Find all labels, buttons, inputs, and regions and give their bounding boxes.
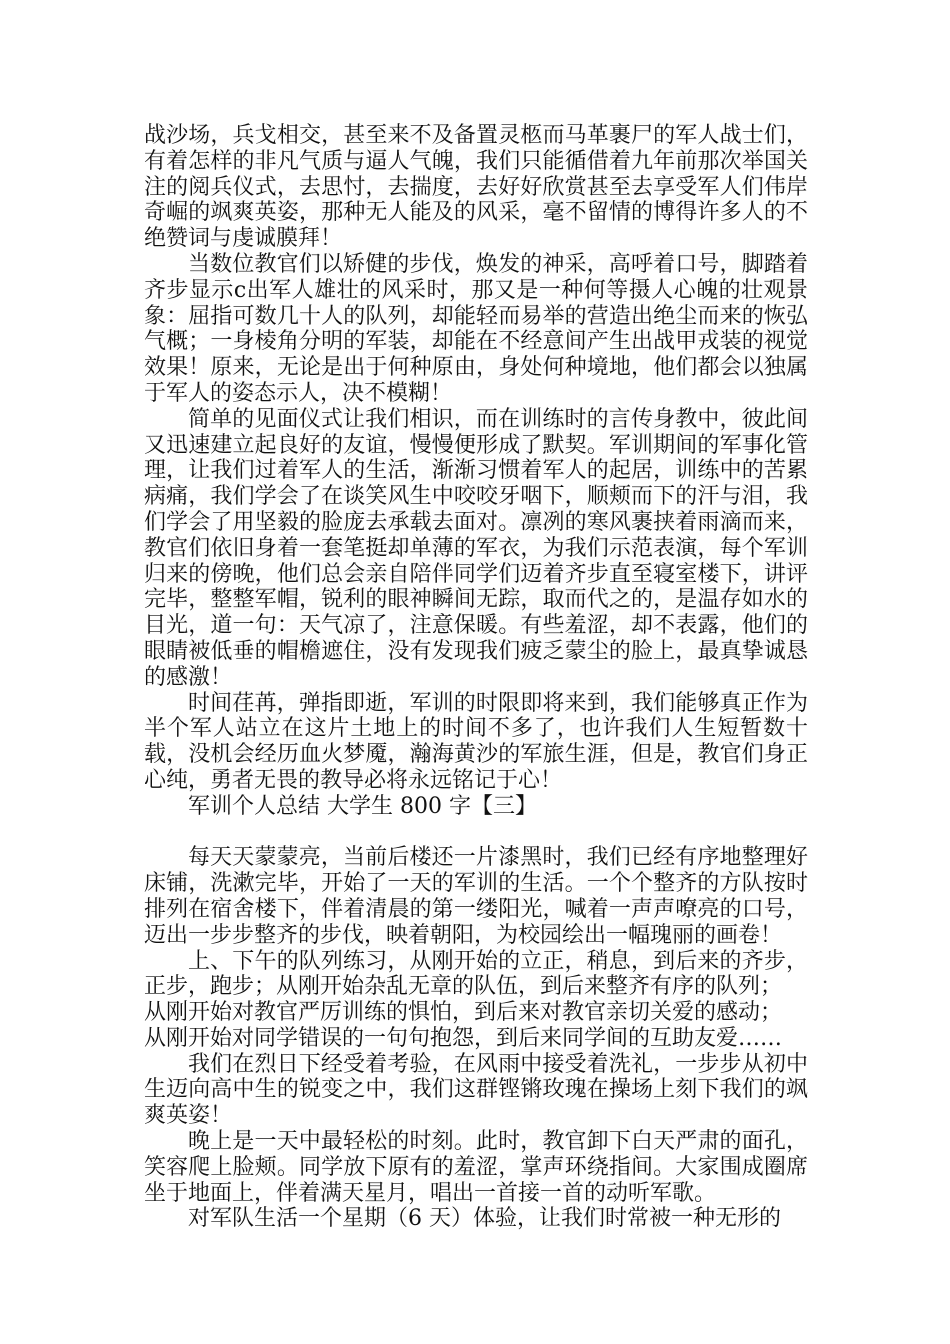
paragraph-10: 晚上是一天中最轻松的时刻。此时，教官卸下白天严肃的面孔，笑容爬上脸颊。同学放下原有的羞涩，掌声环绕指间。大家围成圈席坐于地面上，伴着满天星月，唱出一首接一首的动听军歌。 — [144, 1129, 808, 1206]
document-body — [144, 123, 808, 1232]
paragraph-4: 时间荏苒，弹指即逝，军训的时限即将来到，我们能够真正作为半个军人站立在这片土地上的时间不多了，也许我们人生短暂数十载，没机会经历血火梦魇，瀚海黄沙的军旅生涯，但是，教官们身正心纯，勇者无畏的教导必将永远铭记于心！ — [144, 690, 808, 793]
paragraph-1: 战沙场，兵戈相交，甚至来不及备置灵柩而马革裹尸的军人战士们，有着怎样的非凡气质与逼人气魄，我们只能循借着九年前那次举国关注的阅兵仪式，去思忖，去揣度，去好好欣赏甚至去享受军人们伟岸奇崛的飒爽英姿，那种无人能及的风采，毫不留情的博得许多人的不绝赞词与虔诚膜拜！ — [144, 123, 808, 252]
section-heading: 军训个人总结 大学生 800 字【三】 — [188, 793, 537, 819]
paragraph-2: 当数位教官们以矫健的步伐，焕发的神采，高呼着口号，脚踏着齐步显示c出军人雄壮的风采时，那又是一种何等摄人心魄的壮观景象：屈指可数几十人的队列，却能轻而易举的营造出绝尘而来的恢弘气概；一身棱角分明的军装，却能在不经意间产生出战甲戎装的视觉效果！原来，无论是出于何种原由，身处何种境地，他们都会以独属于军人的姿态示人，决不模糊！ — [144, 251, 808, 406]
paragraph-6: 上、下午的队列练习，从刚开始的立正，稍息，到后来的齐步，正步，跑步；从刚开始杂乱无章的队伍，到后来整齐有序的队列； — [144, 948, 808, 1000]
paragraph-8: 从刚开始对同学错误的一句句抱怨，到后来同学间的互助友爱…… — [144, 1025, 783, 1051]
paragraph-9: 我们在烈日下经受着考验，在风雨中接受着洗礼，一步步从初中生迈向高中生的锐变之中，我们这群铿锵玫瑰在操场上刻下我们的飒爽英姿！ — [144, 1051, 808, 1129]
paragraph-5: 每天天蒙蒙亮，当前后楼还一片漆黑时，我们已经有序地整理好床铺，洗漱完毕，开始了一天的军训的生活。一个个整齐的方队按时排列在宿舍楼下，伴着清晨的第一缕阳光，喊着一声声嘹亮的口号，迈出一步步整齐的步伐，映着朝阳，为校园绘出一幅瑰丽的画卷！ — [144, 845, 808, 948]
paragraph-11: 对军队生活一个星期（6 天）体验，让我们时常被一种无形的 — [188, 1206, 781, 1232]
paragraph-7: 从刚开始对教官严厉训练的惧怕，到后来对教官亲切关爱的感动； — [144, 1000, 783, 1026]
paragraph-3: 简单的见面仪式让我们相识，而在训练时的言传身教中，彼此间又迅速建立起良好的友谊，慢慢便形成了默契。军训期间的军事化管理，让我们过着军人的生活，渐渐习惯着军人的起居，训练中的苦累病痛，我们学会了在谈笑风生中咬咬牙咽下，顺颊而下的汗与泪，我们学会了用坚毅的脸庞去承载去面对。凛冽的寒风裹挟着雨滴而来，教官们依旧身着一套笔挺却单薄的军衣，为我们示范表演，每个军训归来的傍晚，他们总会亲自陪伴同学们迈着齐步直至寝室楼下，讲评完毕，整整军帽，锐利的眼神瞬间无踪，取而代之的，是温存如水的目光，道一句：天气凉了，注意保暖。有些羞涩，却不表露，他们的眼睛被低垂的帽檐遮住，没有发现我们疲乏蒙尘的脸上，最真挚诚恳的感激！ — [144, 406, 808, 690]
blank-line — [144, 820, 808, 846]
